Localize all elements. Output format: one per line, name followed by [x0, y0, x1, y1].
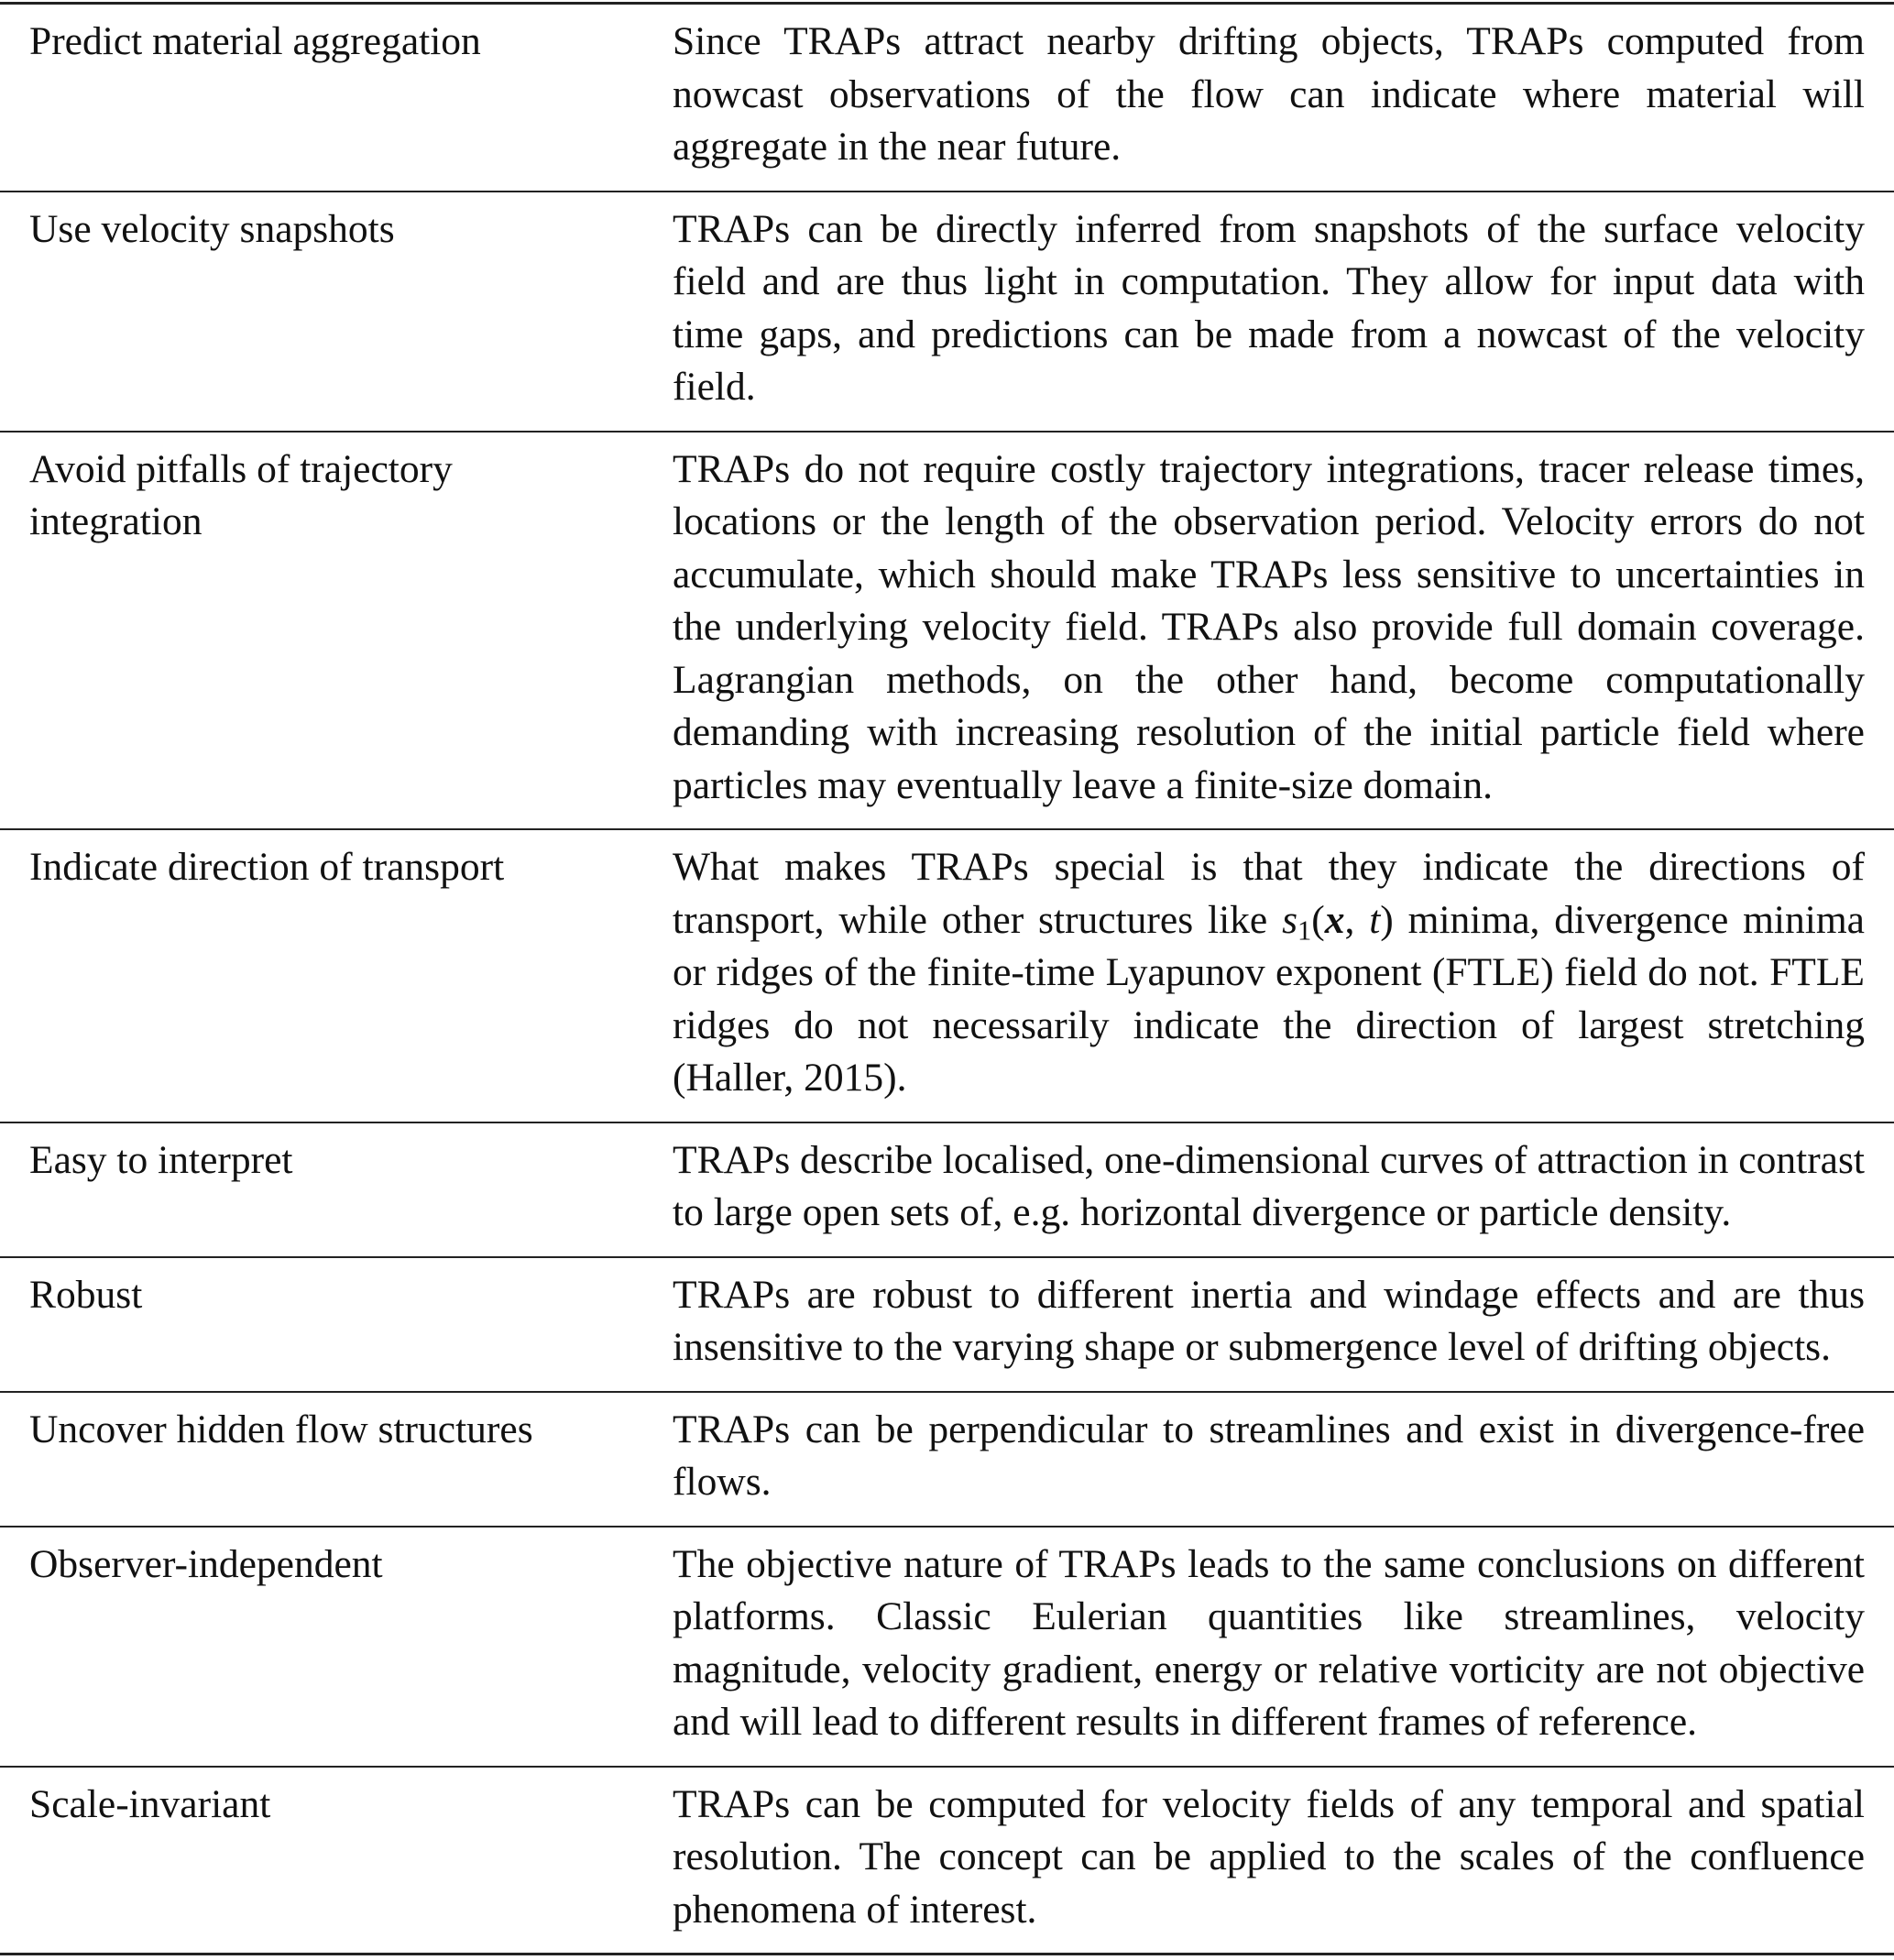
description-cell: TRAPs can be computed for velocity fields of any temporal and spatial resolution. The concept can be applied to the scales of the confluence phenomena of interest.	[656, 1767, 1894, 1955]
math-separator: ,	[1344, 897, 1370, 942]
description-cell: TRAPs describe localised, one-dimensional curves of attraction in contrast to large open sets of, e.g. horizontal divergence or particle density.	[656, 1122, 1894, 1257]
math-symbol-t: t	[1369, 897, 1381, 942]
math-subscript: 1	[1297, 914, 1312, 947]
property-cell: Indicate direction of transport	[0, 829, 656, 1122]
description-cell: TRAPs do not require costly trajectory integrations, tracer release times, locations or the length of the observation period. Velocity errors do not accumulate, which should make TRAPs less sensitive to uncertainties in the underlying velocity field. TRAPs also provide full domain coverage. Lagrangian methods, on the other hand, become computationally demanding with increasing resolution of the initial particle field where particles may eventually leave a finite-size domain.	[656, 432, 1894, 830]
property-cell: Robust	[0, 1257, 656, 1392]
table-row	[0, 1527, 1894, 1767]
description-cell: The objective nature of TRAPs leads to the same conclusions on different platforms. Classic Eulerian quantities like streamlines, velocity magnitude, velocity gradient, energy or relative vorticity are not objective and will lead to different results in different frames of reference.	[656, 1527, 1894, 1767]
property-cell: Scale-invariant	[0, 1767, 656, 1955]
description-cell: TRAPs are robust to different inertia and windage effects and are thus insensitive to the varying shape or submergence level of drifting objects.	[656, 1257, 1894, 1392]
table-row	[0, 192, 1894, 432]
property-cell: Uncover hidden flow structures	[0, 1392, 656, 1527]
math-symbol-x: x	[1324, 897, 1345, 942]
description-text: minima, divergence minima or ridges of the finite-time Lyapunov exponent (FTLE) field do not. FTLE ridges do not necessarily indicate the direction of largest stretching (Haller, 2015).	[673, 897, 1865, 1100]
table-row	[0, 4, 1894, 192]
property-cell: Observer-independent	[0, 1527, 656, 1767]
traps-properties-table	[0, 2, 1894, 1955]
math-paren-open: (	[1311, 897, 1325, 942]
property-cell: Easy to interpret	[0, 1122, 656, 1257]
description-cell: TRAPs can be perpendicular to streamlines and exist in divergence-free flows.	[656, 1392, 1894, 1527]
math-symbol-s: s	[1282, 897, 1297, 942]
table-row	[0, 1122, 1894, 1257]
table-row	[0, 829, 1894, 1122]
table-row	[0, 1767, 1894, 1955]
math-expression	[1282, 897, 1394, 947]
description-text: What makes TRAPs special is that they indicate the directions of transport, while other structures like	[673, 845, 1865, 942]
property-cell: Use velocity snapshots	[0, 192, 656, 432]
table-row	[0, 1257, 1894, 1392]
description-cell: TRAPs can be directly inferred from snapshots of the surface velocity field and are thus light in computation. They allow for input data with time gaps, and predictions can be made from a nowcast of the velocity field.	[656, 192, 1894, 432]
table-row	[0, 1392, 1894, 1527]
property-cell: Avoid pitfalls of trajectory integration	[0, 432, 656, 830]
math-paren-close: )	[1380, 897, 1394, 942]
description-cell: Since TRAPs attract nearby drifting objects, TRAPs computed from nowcast observations of the flow can indicate where material will aggregate in the near future.	[673, 19, 1865, 169]
description-cell	[656, 829, 1894, 1122]
property-cell: Predict material aggregation	[29, 19, 481, 63]
table-row	[0, 432, 1894, 830]
